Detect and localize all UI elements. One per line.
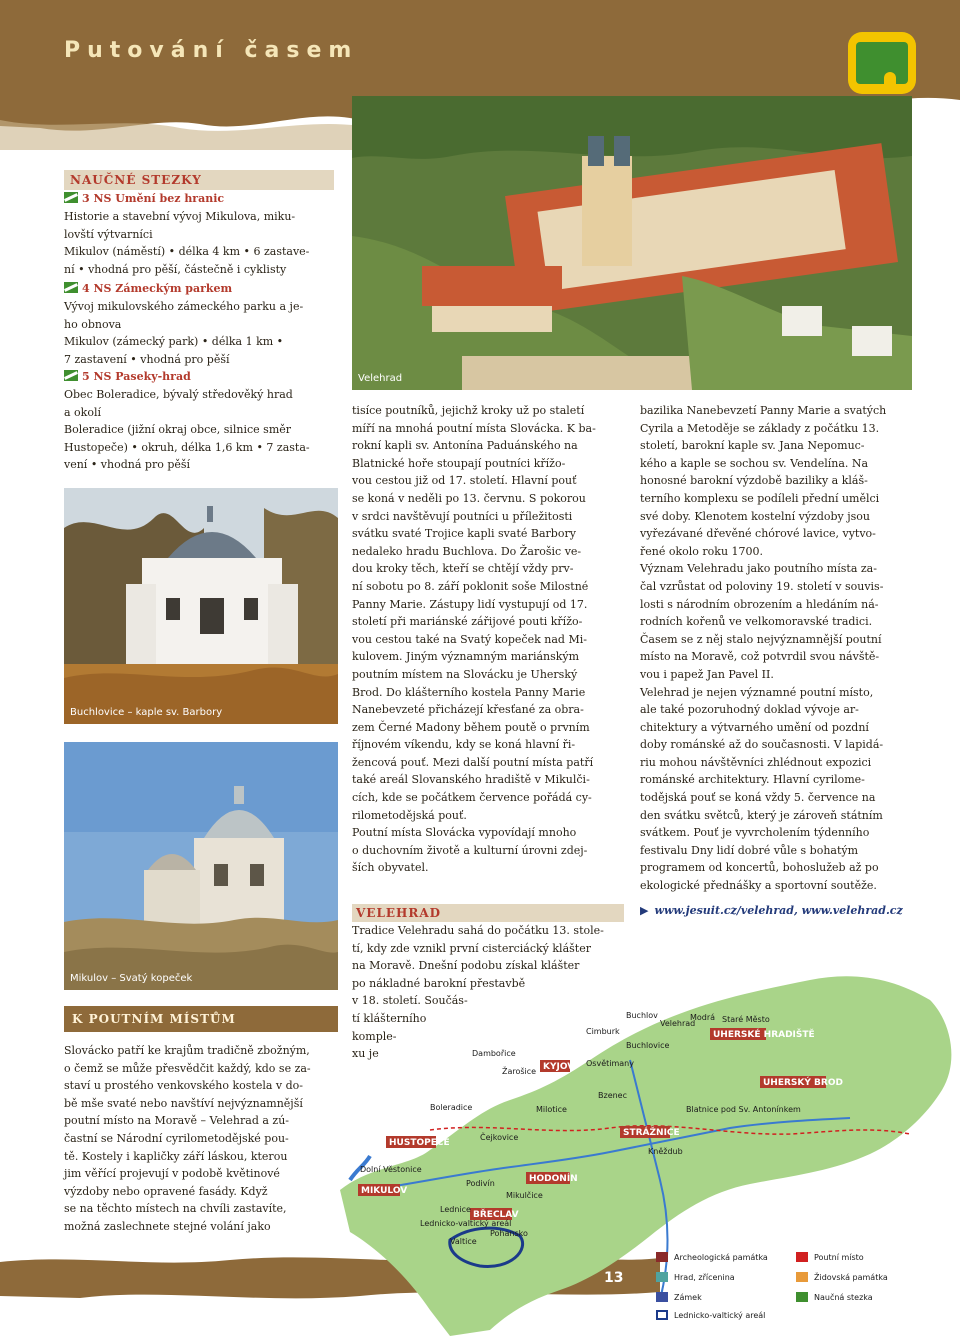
photo-mikulov-kopecek	[64, 742, 338, 990]
section-heading-velehrad: VELEHRAD	[352, 904, 624, 922]
chapel-illustration	[64, 488, 338, 724]
map-town-hodonin: HODONÍN	[529, 1174, 578, 1184]
map-town-straznice: STRÁŽNICE	[623, 1128, 680, 1138]
map-place-dolni-vestonice: Dolní Věstonice	[360, 1165, 422, 1174]
map-place-knezdub: Kněždub	[648, 1147, 683, 1156]
map-place-valtice: Valtice	[450, 1237, 477, 1246]
trail-icon	[64, 370, 78, 381]
right-article-text: bazilika Nanebevzetí Panny Marie a svatých Cyrila a Metoděje se základy z počátku 13. století, barokní kaple sv. Jana Nepomuc- kého a kaple se sochou sv. Vendelína. Na honosné barokní výzdobě baziliky a kláš- terního komplexu se podíleli přední umělci své doby. Klenotem kostelní výzdoby jsou vyřezávané dřevěné chórové lavice, vytvo- řené okolo roku 1700. Význam Velehradu jako poutního místa za- čal vzrůstat od poloviny 19. století v souvis- losti s národním obrozením a hledáním ná- rodních kořenů ve velkomoravské tradici. Časem se z něj stalo nejvýznamnější poutní místo na Moravě, což potvrdil svou návště- vou i papež Jan Pavel II. Velehrad je nejen významné poutní místo, ale také pozoruhodný doklad vývoje ar- chitektury a výtvarného umění od pozdní doby románské až do současnosti. V lapidá- riu mohou návštěvníci zhlédnout expozici románské architektury. Hlavní cyrilome- todějská pouť se koná vždy 5. července na den svátku světců, který je zároveň státním svátkem. Pouť je vyvrcholením týdenního festivalu Dny lidí dobré vůle s bohatým programem od koncertů, bohoslužeb až po ekologické přednášky a sportovní soutěže.	[640, 404, 887, 893]
legend-swatch	[656, 1252, 668, 1262]
map-legend	[656, 1252, 956, 1332]
map-town-breclav: BŘECLAV	[473, 1210, 519, 1220]
map-place-milotice: Milotice	[536, 1105, 567, 1114]
trail-3-text: Historie a stavební vývoj Mikulova, miku- lovští výtvarníci Mikulov (náměstí) • délka 4 km • 6 zastave- ní • vhodná pro pěší, částečně i cyklisty	[64, 210, 310, 276]
legend-swatch	[796, 1272, 808, 1282]
map-place-cejkovice: Čejkovice	[480, 1133, 519, 1142]
map-place-zarosice: Žarošice	[502, 1067, 537, 1076]
map-town-kyjov: KYJOV	[543, 1062, 575, 1072]
legend-item-archeologicka: Archeologická památka	[656, 1252, 768, 1262]
map-town-mikulov: MIKULOV	[361, 1186, 408, 1196]
map-place-lednice: Lednice	[440, 1205, 471, 1214]
photo-buchlovice-chapel	[64, 488, 338, 724]
poutnim-text: Slovácko patří ke krajům tradičně zbožným, o čemž se může přesvědčit každý, kdo se za- staví u prostého venkovského kostela v do- bě mše svaté nebo navštíví nejvýznamnější poutní místo na Moravě – Velehrad a zú- častní se Národní cyrilometodějské pou- tě. Kostely i kapličky září láskou, kterou jim věřící projevují v podobě květinové výzdoby nebo opravené fasády. Když se na těchto místech na chvíli zastavíte, možná zaslechnete stejné volání jako	[64, 1044, 311, 1233]
map-place-cimburk: Cimburk	[586, 1027, 620, 1036]
photo-caption-mikulov: Mikulov – Svatý kopeček	[70, 973, 193, 984]
page-title: Putování časem	[64, 38, 359, 63]
legend-item-naucna-stezka: Naučná stezka	[796, 1292, 873, 1302]
legend-swatch	[656, 1272, 668, 1282]
legend-item-poutni: Poutní místo	[796, 1252, 864, 1262]
map-town-hustopece: HUSTOPEČE	[389, 1138, 450, 1148]
trail-5-title: 5 NS Paseky-hrad	[64, 370, 191, 383]
legend-swatch	[796, 1292, 808, 1302]
trail-5-text: Obec Boleradice, bývalý středověký hrad a okolí Boleradice (jižní okraj obce, silnice směr Hustopeče) • okruh, délka 1,6 km • 7 zasta- vení • vhodná pro pěší	[64, 388, 310, 472]
church-icon	[856, 42, 908, 84]
section-heading-k-poutnim-mistum: K POUTNÍM MÍSTŮM	[64, 1006, 338, 1032]
map-place-blatnice: Blatnice pod Sv. Antonínkem	[686, 1105, 801, 1114]
legend-swatch	[656, 1292, 668, 1302]
arrow-right-icon: ▶	[640, 904, 649, 917]
map-town-uherske-hradiste: UHERSKÉ HRADIŠTĚ	[713, 1030, 815, 1040]
legend-item-zidovska: Židovská památka	[796, 1272, 888, 1282]
map-place-stare-mesto: Staré Město	[722, 1015, 770, 1024]
velehrad-aerial-illustration	[352, 96, 912, 390]
trail-4-text: Vývoj mikulovského zámeckého parku a je- ho obnova Mikulov (zámecký park) • délka 1 km • 7 zastavení • vhodná pro pěší	[64, 300, 304, 366]
legend-swatch	[796, 1252, 808, 1262]
map-place-boleradice: Boleradice	[430, 1103, 473, 1112]
map-place-podivin: Podivín	[466, 1179, 495, 1188]
velehrad-text: Tradice Velehradu sahá do počátku 13. stole- tí, kdy zde vznikl první cisterciácký klášter na Moravě. Dnešní podobu získal klášter po nákladné barokní přestavbě v 18. století. Součás- tí klášterního komple- xu je	[352, 924, 604, 1061]
map-place-osvetimany: Osvětimany	[586, 1059, 634, 1068]
middle-article-text: tisíce poutníků, jejichž kroky už po staletí míří na mnohá poutní místa Slovácka. K ba- rokní kapli sv. Antonína Paduánského na Blatnické hoře stoupají poutníci křížo- vou cestou již od 17. století. Hlavní pouť se koná v neděli po 13. červnu. S pokorou v srdci navštěvují poutníci u příležitosti svátku svaté Trojice kapli svaté Barbory nedaleko hradu Buchlova. Do Žarošic ve- dou kroky těch, kteří se chtějí vždy prv- ní sobotu po 8. září poklonit soše Milostné Panny Marie. Zástupy lidí vystupují od 17. století při mariánské zářijové pouti křížo- vou cestou také na Svatý kopeček nad Mi- kulovem. Jiným významným mariánským poutním místem na Slovácku je Uherský Brod. Do klášterního kostela Panny Marie Nanebevzeté přicházejí křesťané za obra- zem Černé Madony během poutě o prvním říjnovém víkendu, kdy se koná hlavní ři- žencová pouť. Mezi další poutní místa patří také areál Slovanského hradiště v Mikulči- cích, kde se počátkem července pořádá cy- rilometodějská pouť. Poutní místa Slovácka vypovídají mnoho o duchovním životě a kulturní úrovni zdej- ších obyvatel.	[352, 404, 596, 875]
photo-velehrad	[352, 96, 912, 390]
page-number: 13	[604, 1270, 624, 1286]
map-place-lednicko-valticky-areal: Lednicko-valtický areál	[420, 1219, 512, 1228]
map-place-pohansko: Pohansko	[490, 1229, 528, 1238]
kopecek-illustration	[64, 742, 338, 990]
map-place-buchlov: Buchlov	[626, 1011, 658, 1020]
map-place-bzenec: Bzenec	[598, 1091, 627, 1100]
map-place-modra: Modrá	[690, 1013, 716, 1022]
legend-item-zamek: Zámek	[656, 1292, 702, 1302]
legend-item-hrad: Hrad, zřícenina	[656, 1272, 735, 1282]
map-town-uhersky-brod: UHERSKÝ BROD	[763, 1078, 843, 1088]
trail-icon	[64, 192, 78, 203]
map-place-velehrad: Velehrad	[660, 1019, 696, 1028]
trail-3-title: 3 NS Umění bez hranic	[64, 192, 224, 205]
map-place-mikulcice: Mikulčice	[506, 1191, 543, 1200]
trail-4-title: 4 NS Zámeckým parkem	[64, 282, 232, 295]
map-place-damborice: Dambořice	[472, 1049, 516, 1058]
section-heading-naucne-stezky: NAUČNÉ STEZKY	[64, 170, 334, 190]
trail-icon	[64, 282, 78, 293]
map-place-buchlovice: Buchlovice	[626, 1041, 670, 1050]
web-link[interactable]: ▶ www.jesuit.cz/velehrad, www.velehrad.cz	[640, 904, 903, 917]
photo-caption-velehrad: Velehrad	[358, 373, 403, 384]
photo-caption-buchlovice: Buchlovice – kaple sv. Barbory	[70, 707, 223, 718]
legend-item-lednicko-valticky: Lednicko-valtický areál	[656, 1310, 765, 1320]
region-logo	[848, 32, 916, 94]
legend-swatch	[656, 1310, 668, 1320]
